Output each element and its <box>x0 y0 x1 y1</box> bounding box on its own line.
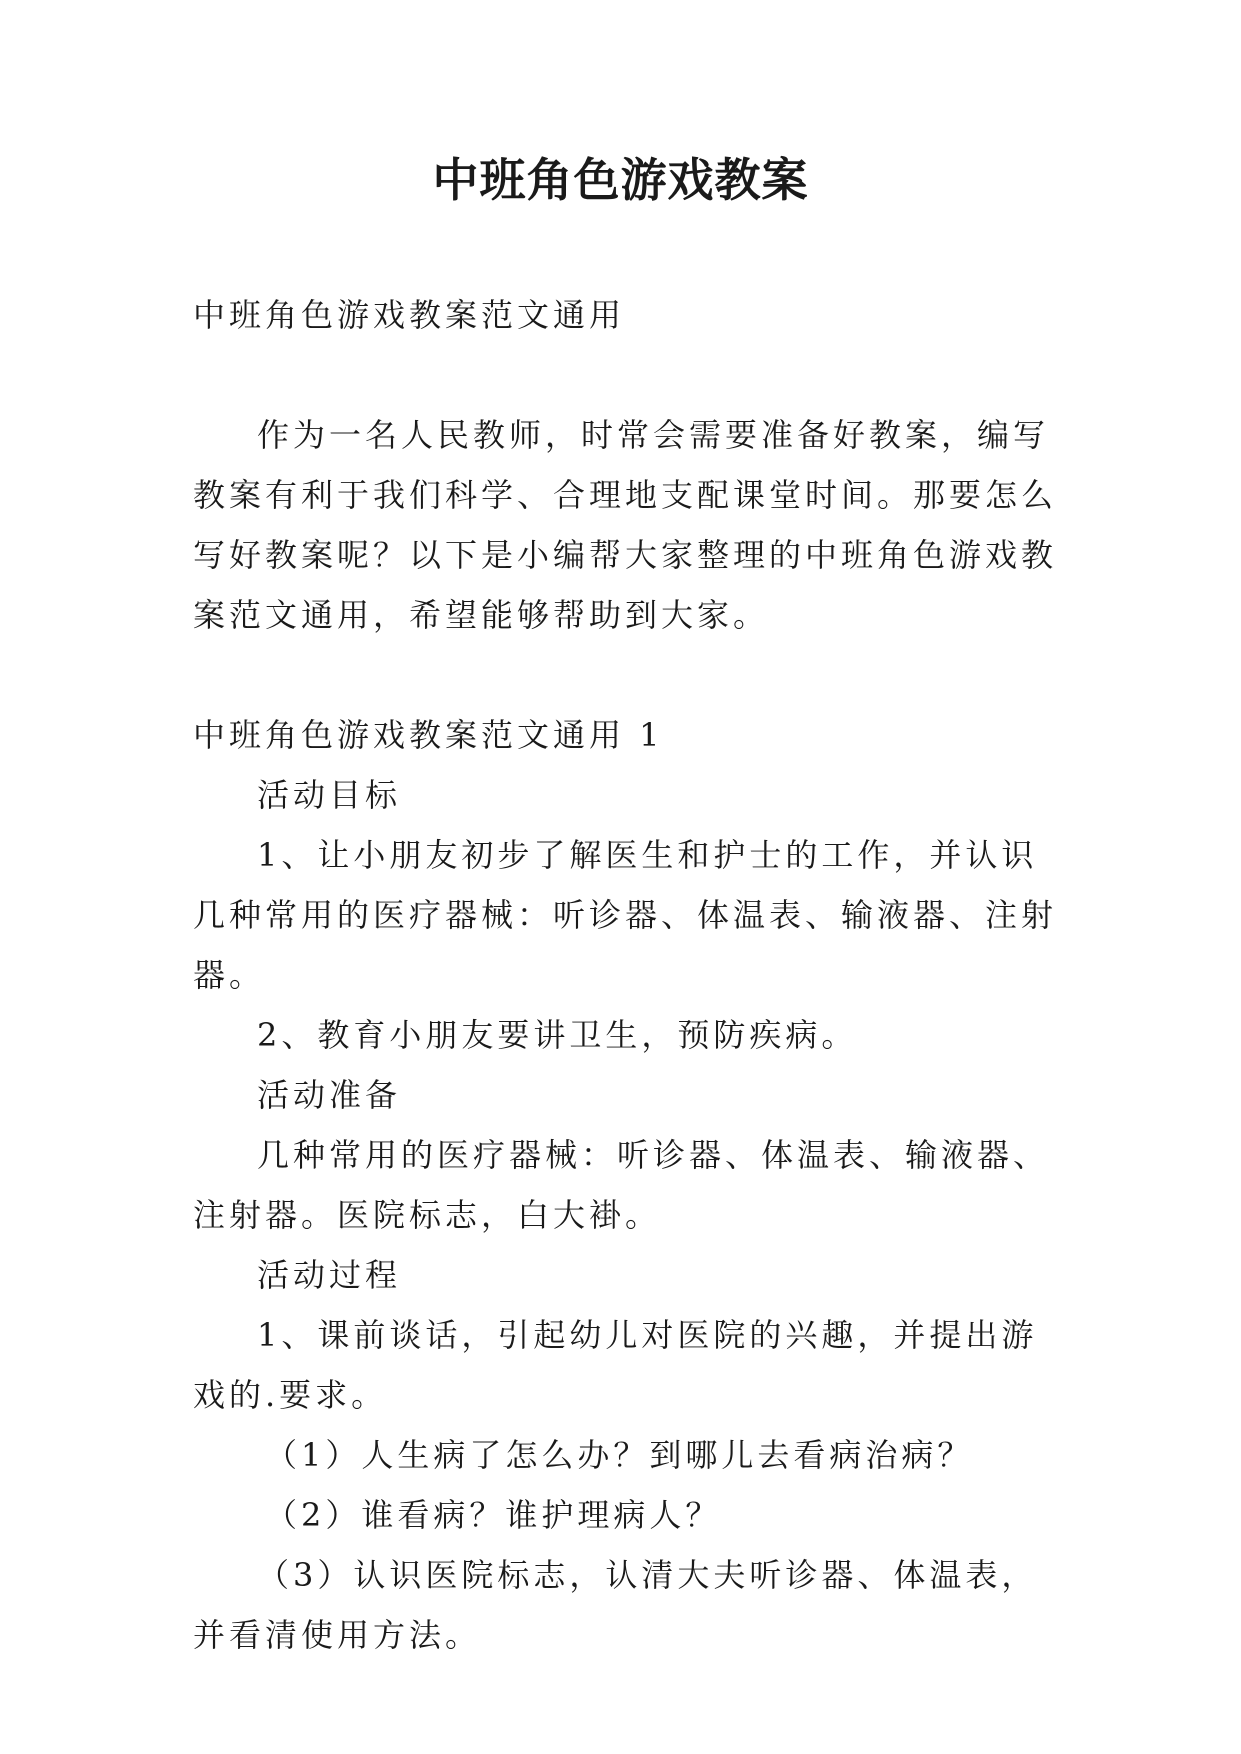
section-title: 中班角色游戏教案范文通用 1 <box>193 716 664 754</box>
process-question-2: （2）谁看病？谁护理病人？ <box>265 1496 722 1534</box>
process-question-1: （1）人生病了怎么办？到哪儿去看病治病？ <box>265 1436 974 1474</box>
intro-paragraph: 作为一名人民教师，时常会需要准备好教案，编写教案有利于我们科学、合理地支配课堂时间。那要怎么写好教案呢？以下是小编帮大家整理的中班角色游戏教案范文通用，希望能够帮助到大家。 <box>193 416 1058 634</box>
process-question-3: （3）认识医院标志，认清大夫听诊器、体温表，并看清使用方法。 <box>193 1556 1038 1654</box>
prep-heading: 活动准备 <box>257 1076 402 1114</box>
subtitle: 中班角色游戏教案范文通用 <box>193 296 626 334</box>
goal-heading: 活动目标 <box>257 776 402 814</box>
prep-text: 几种常用的医疗器械：听诊器、体温表、输液器、注射器。医院标志，白大褂。 <box>193 1136 1050 1234</box>
goal-item-2: 2、教育小朋友要讲卫生，预防疾病。 <box>257 1016 858 1054</box>
process-heading: 活动过程 <box>257 1256 402 1294</box>
document-body <box>193 285 1073 1665</box>
process-item-1: 1、课前谈话，引起幼儿对医院的兴趣，并提出游戏的.要求。 <box>193 1316 1038 1414</box>
goal-item-1: 1、让小朋友初步了解医生和护士的工作，并认识几种常用的医疗器械：听诊器、体温表、输液器、注射器。 <box>193 836 1058 994</box>
page-title: 中班角色游戏教案 <box>432 153 809 207</box>
